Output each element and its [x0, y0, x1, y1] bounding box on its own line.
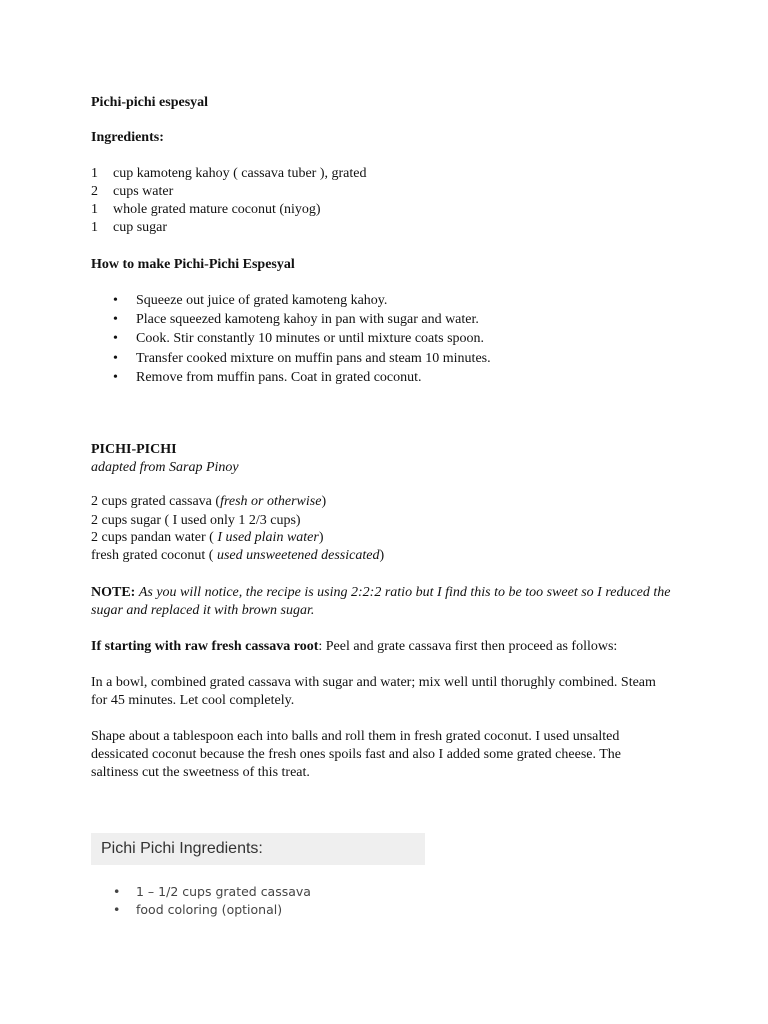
- ingredient-text: cup sugar: [113, 220, 168, 235]
- recipe2-paragraph1: In a bowl, combined grated cassava with sugar and water; mix well until thorughly combined. Steam for 45 minutes. Let cool completely.: [91, 675, 656, 708]
- bullet-icon: •: [113, 884, 121, 899]
- ingredient-text: cups water: [113, 184, 174, 199]
- recipe2-paragraph2: Shape about a tablespoon each into balls and roll them in fresh grated coconut. I used unsalted dessicated coconut because the fresh ones spoils fast and also I added some grated cheese. The saltiness cut the sweetness of this treat.: [91, 729, 621, 780]
- ingredient-qty: 1: [91, 166, 98, 181]
- list-item: • 1 – 1/2 cups grated cassava: [113, 884, 311, 899]
- recipe2-ingredient: 2 cups sugar ( I used only 1 2/3 cups): [91, 513, 301, 528]
- ingredient-text: cup kamoteng kahoy ( cassava tuber ), grated: [113, 166, 367, 181]
- recipe2-title: PICHI-PICHI: [91, 442, 177, 457]
- list-item: • food coloring (optional): [113, 902, 283, 917]
- list-item: • Squeeze out juice of grated kamoteng kahoy.: [113, 293, 388, 308]
- ingredient-text: whole grated mature coconut (niyog): [113, 202, 321, 217]
- recipe2-subtitle: adapted from Sarap Pinoy: [91, 460, 239, 475]
- recipe1-title: Pichi-pichi espesyal: [91, 95, 209, 110]
- recipe1-howto-heading: How to make Pichi-Pichi Espesyal: [91, 257, 295, 272]
- recipe3-heading: Pichi Pichi Ingredients:: [101, 840, 263, 857]
- recipe1-ingredients-heading: Ingredients:: [91, 130, 164, 145]
- recipe2-raw-cassava: [91, 638, 708, 656]
- ingredient-row: [91, 183, 173, 201]
- ingredient-row: [91, 201, 321, 219]
- raw-text: : Peel and grate cassava first then proceed as follows:: [318, 639, 618, 654]
- recipe2-ingredient: fresh grated coconut ( used unsweetened dessicated): [91, 548, 385, 563]
- recipe3-items-list: [91, 883, 311, 919]
- ingredient-row: [91, 219, 167, 237]
- recipe2-ingredient: 2 cups pandan water ( I used plain water): [91, 530, 324, 545]
- bullet-icon: •: [113, 350, 118, 366]
- note-text: As you will notice, the recipe is using 2:2:2 ratio but I find this to be too sweet so I reduced the sugar and replaced it with brown sugar.: [91, 585, 671, 618]
- bullet-icon: •: [113, 331, 118, 347]
- ingredient-qty: 1: [91, 202, 98, 217]
- bullet-icon: •: [113, 902, 121, 917]
- recipe2-note: [91, 584, 676, 620]
- bullet-icon: •: [113, 369, 118, 385]
- bullet-icon: •: [113, 312, 118, 328]
- bullet-icon: •: [113, 293, 118, 308]
- list-item: • Place squeezed kamoteng kahoy in pan with sugar and water.: [113, 312, 479, 328]
- raw-label: If starting with raw fresh cassava root: [91, 639, 319, 654]
- recipe3-heading-box: [91, 833, 425, 865]
- note-label: NOTE:: [91, 585, 136, 600]
- ingredient-qty: 2: [91, 184, 98, 199]
- recipe2-ingredient: 2 cups grated cassava (fresh or otherwise): [91, 494, 327, 509]
- recipe1-steps-list: [91, 292, 491, 388]
- ingredient-qty: 1: [91, 220, 98, 235]
- list-item: • Remove from muffin pans. Coat in grated coconut.: [113, 369, 422, 385]
- list-item: • Transfer cooked mixture on muffin pans and steam 10 minutes.: [113, 350, 491, 366]
- list-item: • Cook. Stir constantly 10 minutes or until mixture coats spoon.: [113, 331, 485, 347]
- ingredient-row: [91, 165, 366, 183]
